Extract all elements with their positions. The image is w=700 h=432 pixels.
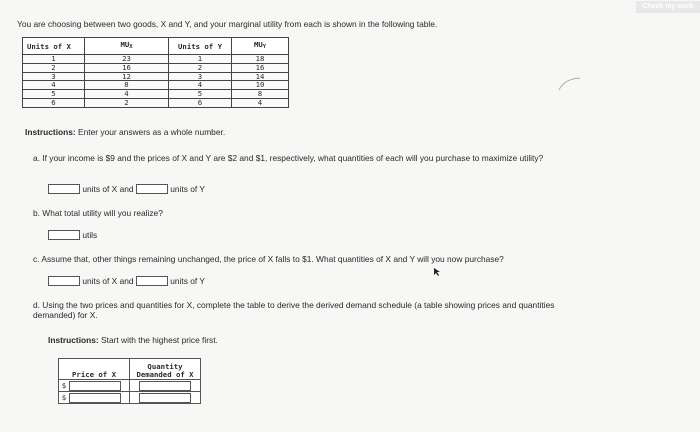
table-row: $	[59, 380, 201, 392]
table-row: 2 16 2 16	[23, 63, 289, 72]
question-d: d. Using the two prices and quantities for X, complete the table to derive the derived demand schedule (a table showing prices and quantities demanded) for X.	[33, 300, 555, 320]
answer-b-row: utils	[48, 230, 97, 240]
check-my-work-button[interactable]: Check my work	[636, 1, 700, 13]
table-row: $	[59, 392, 201, 404]
marginal-utility-table	[22, 37, 289, 108]
answer-a-row: units of X and units of Y	[48, 184, 205, 194]
mouse-cursor-icon	[433, 267, 441, 277]
header-mu-y: MUY	[232, 38, 289, 55]
table-row: 3 12 3 14	[23, 72, 289, 81]
answer-a-y-input[interactable]	[136, 184, 168, 194]
answer-c-row: units of X and units of Y	[48, 276, 205, 286]
demand-schedule-table	[58, 358, 201, 404]
answer-c-x-input[interactable]	[48, 276, 80, 286]
pen-mark-icon	[556, 76, 586, 92]
answer-a-x-input[interactable]	[48, 184, 80, 194]
table-row: 6 2 6 4	[23, 98, 289, 107]
table-row: 5 4 5 8	[23, 90, 289, 99]
intro-text: You are choosing between two goods, X and Y, and your marginal utility from each is shown in the following table.	[17, 19, 438, 29]
header-price-x: Price of X	[59, 359, 130, 380]
instructions-d: Instructions: Start with the highest price first.	[48, 335, 218, 345]
question-c: c. Assume that, other things remaining unchanged, the price of X falls to $1. What quantities of X and Y will you now purchase?	[33, 254, 504, 264]
table-row: 4 8 4 10	[23, 81, 289, 90]
question-b: b. What total utility will you realize?	[33, 208, 163, 218]
header-units-y: Units of Y	[169, 38, 232, 55]
instructions: Instructions: Enter your answers as a whole number.	[25, 127, 226, 137]
answer-b-input[interactable]	[48, 230, 80, 240]
answer-c-y-input[interactable]	[136, 276, 168, 286]
quantity-input-2[interactable]	[139, 393, 191, 403]
price-input-2[interactable]	[69, 393, 121, 403]
price-input-1[interactable]	[69, 381, 121, 391]
table-row: 1 23 1 18	[23, 55, 289, 64]
header-mu-x: MUX	[85, 38, 169, 55]
header-quantity-demanded: Quantity Demanded of X	[130, 359, 201, 380]
header-units-x: Units of X	[23, 38, 85, 55]
quantity-input-1[interactable]	[139, 381, 191, 391]
question-a: a. If your income is $9 and the prices of X and Y are $2 and $1, respectively, what quantities of each will you purchase to maximize utility?	[33, 153, 544, 163]
